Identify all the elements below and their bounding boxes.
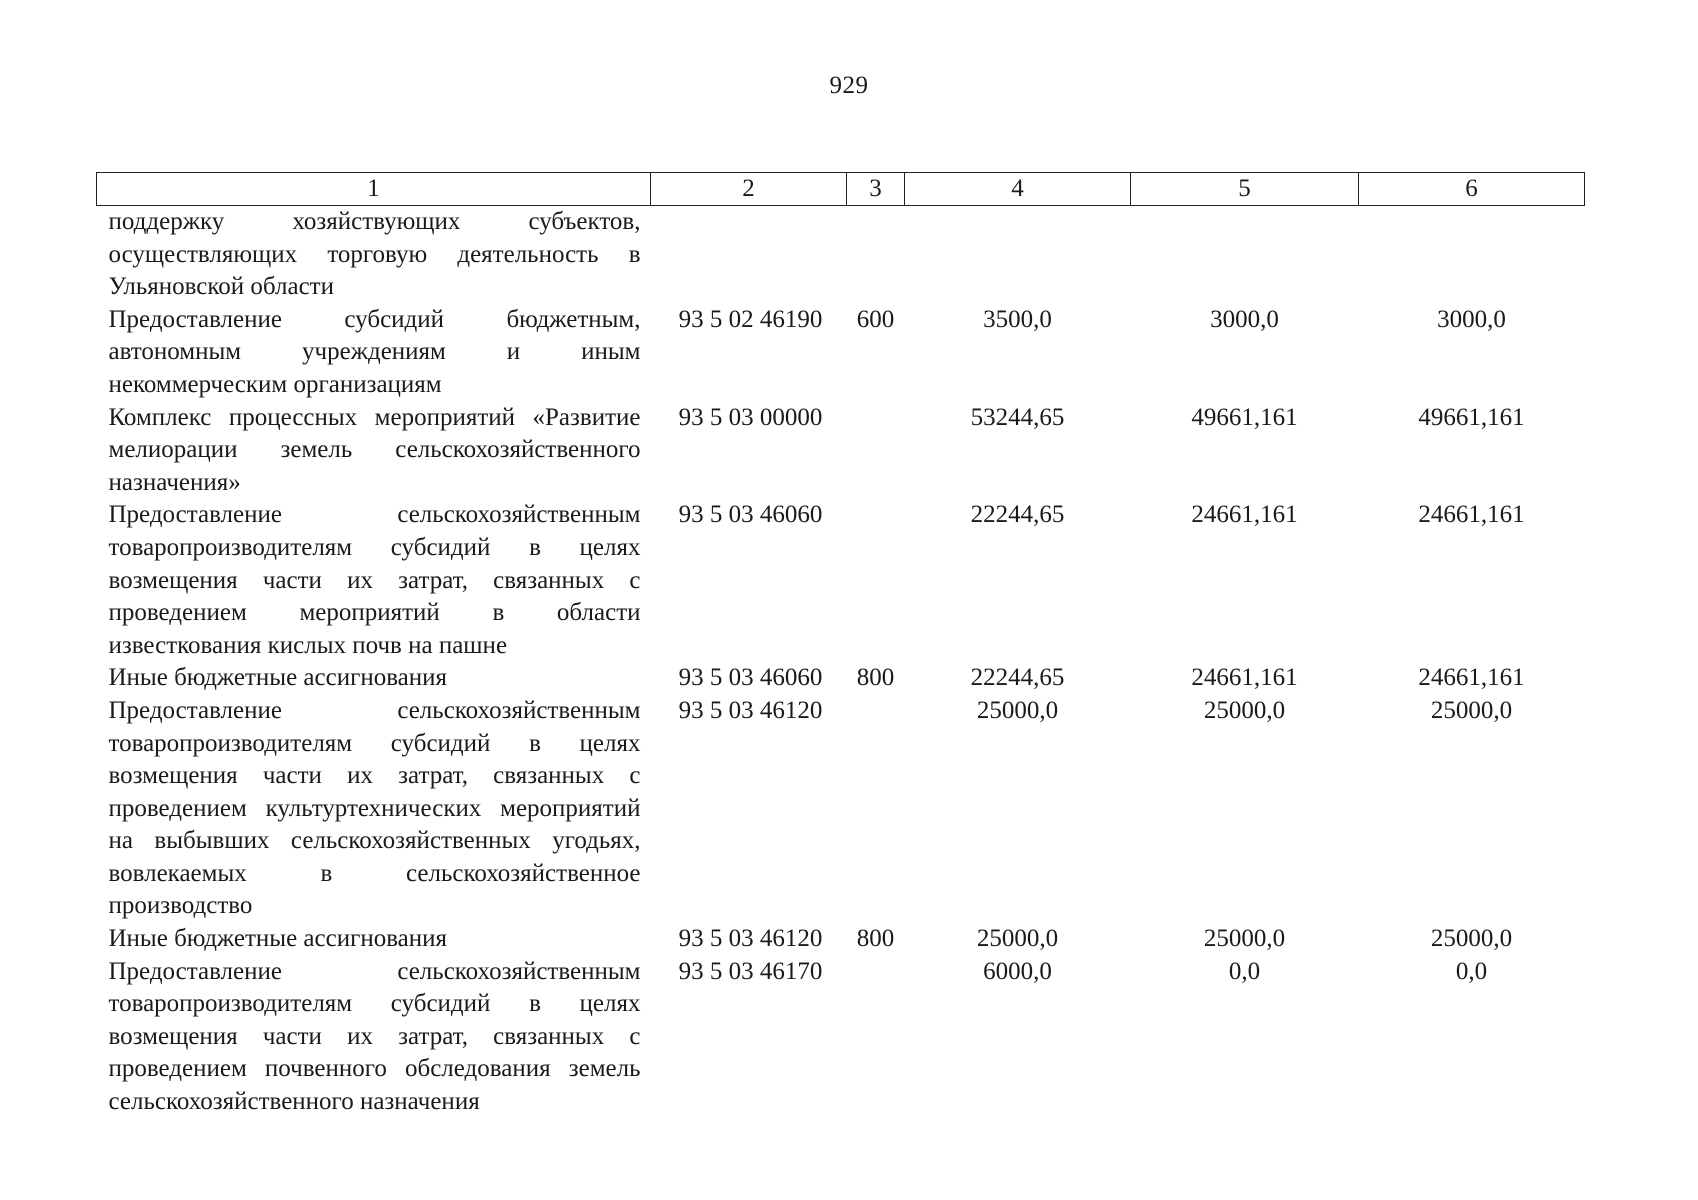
row-code: 93 5 03 46060	[678, 501, 823, 529]
row-value-6: 25000,0	[1430, 925, 1513, 953]
row-expense-type: 800	[856, 925, 895, 953]
row-expense-type: 600	[856, 305, 895, 333]
table-row	[97, 956, 1585, 1119]
row-value-5: 24661,161	[1191, 664, 1298, 692]
row-code: 93 5 03 00000	[678, 403, 823, 431]
row-expense-type	[847, 499, 905, 662]
row-name: Предоставление сельскохозяйственным товаропроизводителям субсидий в целях возмещения части их затрат, связанных с проведением мероприятий в области известкования кислых почв на пашне	[108, 501, 641, 659]
budget-table	[96, 172, 1585, 1119]
column-header-2: 2	[651, 173, 847, 206]
row-expense-type	[847, 695, 905, 923]
column-header-1: 1	[97, 173, 651, 206]
row-expense-type: 800	[856, 664, 895, 692]
row-name: Предоставление сельскохозяйственным товаропроизводителям субсидий в целях возмещения части их затрат, связанных с проведением почвенного обследования земель сельскохозяйственного назначения	[108, 957, 641, 1116]
row-value-6: 25000,0	[1430, 696, 1513, 724]
table-row	[97, 923, 1585, 956]
row-name: поддержку хозяйствующих субъектов, осуществляющих торговую деятельность в Ульяновской области	[108, 208, 641, 301]
row-name: Предоставление сельскохозяйственным товаропроизводителям субсидий в целях возмещения части их затрат, связанных с проведением культуртехнических мероприятий на выбывших сельскохозяйственных угодьях, вовлекаемых в сельскохозяйственное производство	[108, 696, 641, 920]
row-value-5: 49661,161	[1191, 403, 1298, 431]
row-code: 93 5 03 46120	[678, 925, 823, 953]
page-number: 929	[829, 72, 869, 99]
column-header-3: 3	[847, 173, 905, 206]
row-expense-type	[847, 402, 905, 500]
table-row	[97, 206, 1585, 304]
row-value-6: 24661,161	[1418, 501, 1525, 529]
table-row	[97, 304, 1585, 402]
row-value-6	[1359, 206, 1585, 304]
column-header-5: 5	[1131, 173, 1359, 206]
row-value-4: 22244,65	[970, 664, 1065, 692]
row-name: Иные бюджетные ассигнования	[108, 664, 448, 692]
row-expense-type	[847, 956, 905, 1119]
row-value-6: 0,0	[1455, 957, 1488, 985]
row-value-5: 25000,0	[1203, 696, 1286, 724]
row-value-4: 53244,65	[970, 403, 1065, 431]
row-value-6: 24661,161	[1418, 664, 1525, 692]
row-value-6: 49661,161	[1418, 403, 1525, 431]
column-header-4: 4	[905, 173, 1131, 206]
column-header-6: 6	[1359, 173, 1585, 206]
table-header-row	[97, 173, 1585, 206]
row-value-6: 3000,0	[1437, 305, 1506, 333]
table-row	[97, 499, 1585, 662]
table-row	[97, 662, 1585, 695]
table-row	[97, 402, 1585, 500]
row-expense-type	[847, 206, 905, 304]
row-value-5: 3000,0	[1210, 305, 1279, 333]
row-value-5: 0,0	[1228, 957, 1261, 985]
row-value-4: 6000,0	[983, 957, 1052, 985]
row-value-4: 3500,0	[983, 305, 1052, 333]
row-code: 93 5 02 46190	[678, 305, 823, 333]
row-name: Предоставление субсидий бюджетным, автономным учреждениям и иным некоммерческим организациям	[108, 305, 641, 398]
row-code: 93 5 03 46170	[678, 957, 823, 985]
row-value-4	[905, 206, 1131, 304]
row-code	[651, 206, 847, 304]
row-value-4: 22244,65	[970, 501, 1065, 529]
row-value-5: 25000,0	[1203, 925, 1286, 953]
row-code: 93 5 03 46120	[678, 696, 823, 724]
row-value-5: 24661,161	[1191, 501, 1298, 529]
row-code: 93 5 03 46060	[678, 664, 823, 692]
row-name: Иные бюджетные ассигнования	[108, 925, 448, 953]
row-value-4: 25000,0	[976, 696, 1059, 724]
table-row	[97, 695, 1585, 923]
row-value-5	[1131, 206, 1359, 304]
row-value-4: 25000,0	[976, 925, 1059, 953]
row-name: Комплекс процессных мероприятий «Развитие мелиорации земель сельскохозяйственного назначения»	[108, 403, 641, 496]
